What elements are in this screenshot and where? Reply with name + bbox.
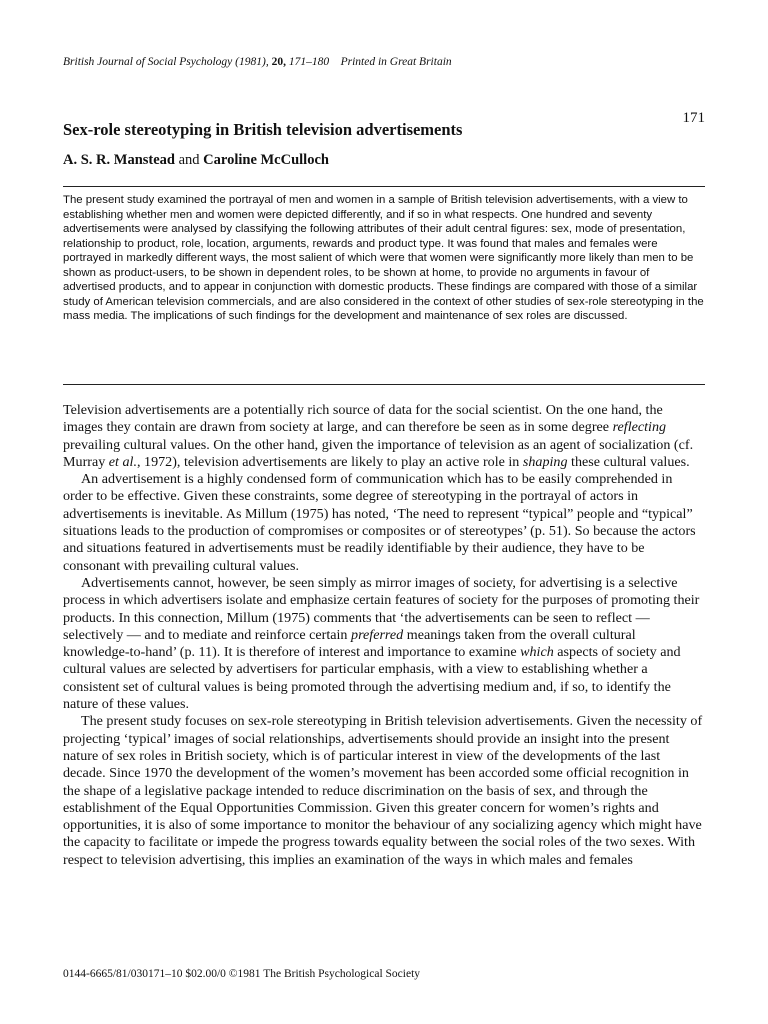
journal-name: British Journal of Social Psychology (63, 56, 233, 68)
journal-year: (1981), (235, 56, 269, 68)
abstract: The present study examined the portrayal of men and women in a sample of British television advertisements, with a view to establishing whether men and women were depicted differently, and if so in what respects. One hundred and seventy advertisements were analysed by classifying the following attributes of their adult central figures: sex, mode of presentation, relationship to product, role, location, arguments, rewards and product type. It was found that males and females were portrayed in markedly different ways, the most salient of which were that women were significantly more likely than men to be shown as product-users, to be shown in dependent roles, to be shown at home, to provide no arguments in favour of advertised products, and to appear in conjunction with domestic products. These findings are compared with those of a similar study of American television commercials, and are also considered in the context of other studies of sex-role stereotyping in the mass media. The implications of such findings for the development and maintenance of sex roles are discussed. (63, 194, 704, 322)
journal-pages: 171–180 (288, 56, 330, 68)
article-title: Sex-role stereotyping in British television advertisements (63, 120, 463, 139)
printed-in: Printed in Great Britain (340, 56, 452, 68)
body-paragraph-4: The present study focuses on sex-role stereotyping in British television advertisements. Given the necessity of projecting ‘typical’ images of social relationships, advertisements should provide an insight into the present nature of sex roles in British society, which is of particular interest in view of the developments of the last decade. Since 1970 the development of the women’s movement has been accorded some official recognition in the shape of a legislative package intended to reduce discrimination on the basis of sex, and through the establishment of the Equal Opportunities Commission. Given this greater concern for women’s rights and opportunities, it is also of some importance to monitor the behaviour of any socializing agency which might have the capacity to facilitate or impede the progress towards equality between the social roles of the two sexes. With respect to television advertising, this implies an examination of the ways in which males and females (63, 713, 703, 868)
page-number: 171 (682, 110, 705, 126)
copyright-footer: 0144-6665/81/030171–10 $02.00/0 ©1981 The British Psychological Society (63, 968, 421, 980)
author-manstead: A. S. R. Manstead (63, 152, 175, 168)
author-mcculloch: Caroline McCulloch (203, 152, 329, 168)
body-paragraph-2: An advertisement is a highly condensed form of communication which has to be easily comprehended in order to be effective. Given these constraints, some degree of stereotyping in the portrayal of actors in advertisements is inevitable. As Millum (1975) has noted, ‘The need to represent “typical” people and “typical” situations leads to the production of compromises or composites or of stereotypes’ (p. 51). So because the actors and situations featured in advertisements must be readily identifiable by their audience, they have to be consonant with prevailing cultural values. (63, 471, 696, 574)
article-body (63, 402, 705, 869)
body-paragraph-3: Advertisements cannot, however, be seen simply as mirror images of society, for advertising is a selective process in which advertisers isolate and emphasize certain features of society for the purposes of promoting their products. In this connection, Millum (1975) comments that ‘the advertisements can be seen to reflect — selectively — and to mediate and reinforce certain preferred meanings taken from the overall cultural knowledge-to-hand’ (p. 11). It is therefore of interest and importance to examine which aspects of society and cultural values are selected by advertisers for particular emphasis, with a view to establishing whether a consistent set of cultural values is being promoted through the advertising medium and, if so, to identify the nature of these values. (63, 574, 700, 713)
body-paragraph-1: Television advertisements are a potentially rich source of data for the social scientist. On the one hand, the images they contain are drawn from society at large, and can therefore be seen as in some degree reflecting prevailing cultural values. On the other hand, given the importance of television as an agent of socialization (cf. Murray et al., 1972), television advertisements are likely to play an active role in shaping these cultural values. (63, 402, 694, 470)
author-conjunction: and (174, 152, 204, 168)
journal-volume: 20, (271, 56, 286, 68)
author-line (63, 152, 705, 169)
running-head (63, 56, 705, 126)
abstract-top-rule (63, 186, 705, 187)
abstract-bottom-rule (63, 384, 705, 385)
